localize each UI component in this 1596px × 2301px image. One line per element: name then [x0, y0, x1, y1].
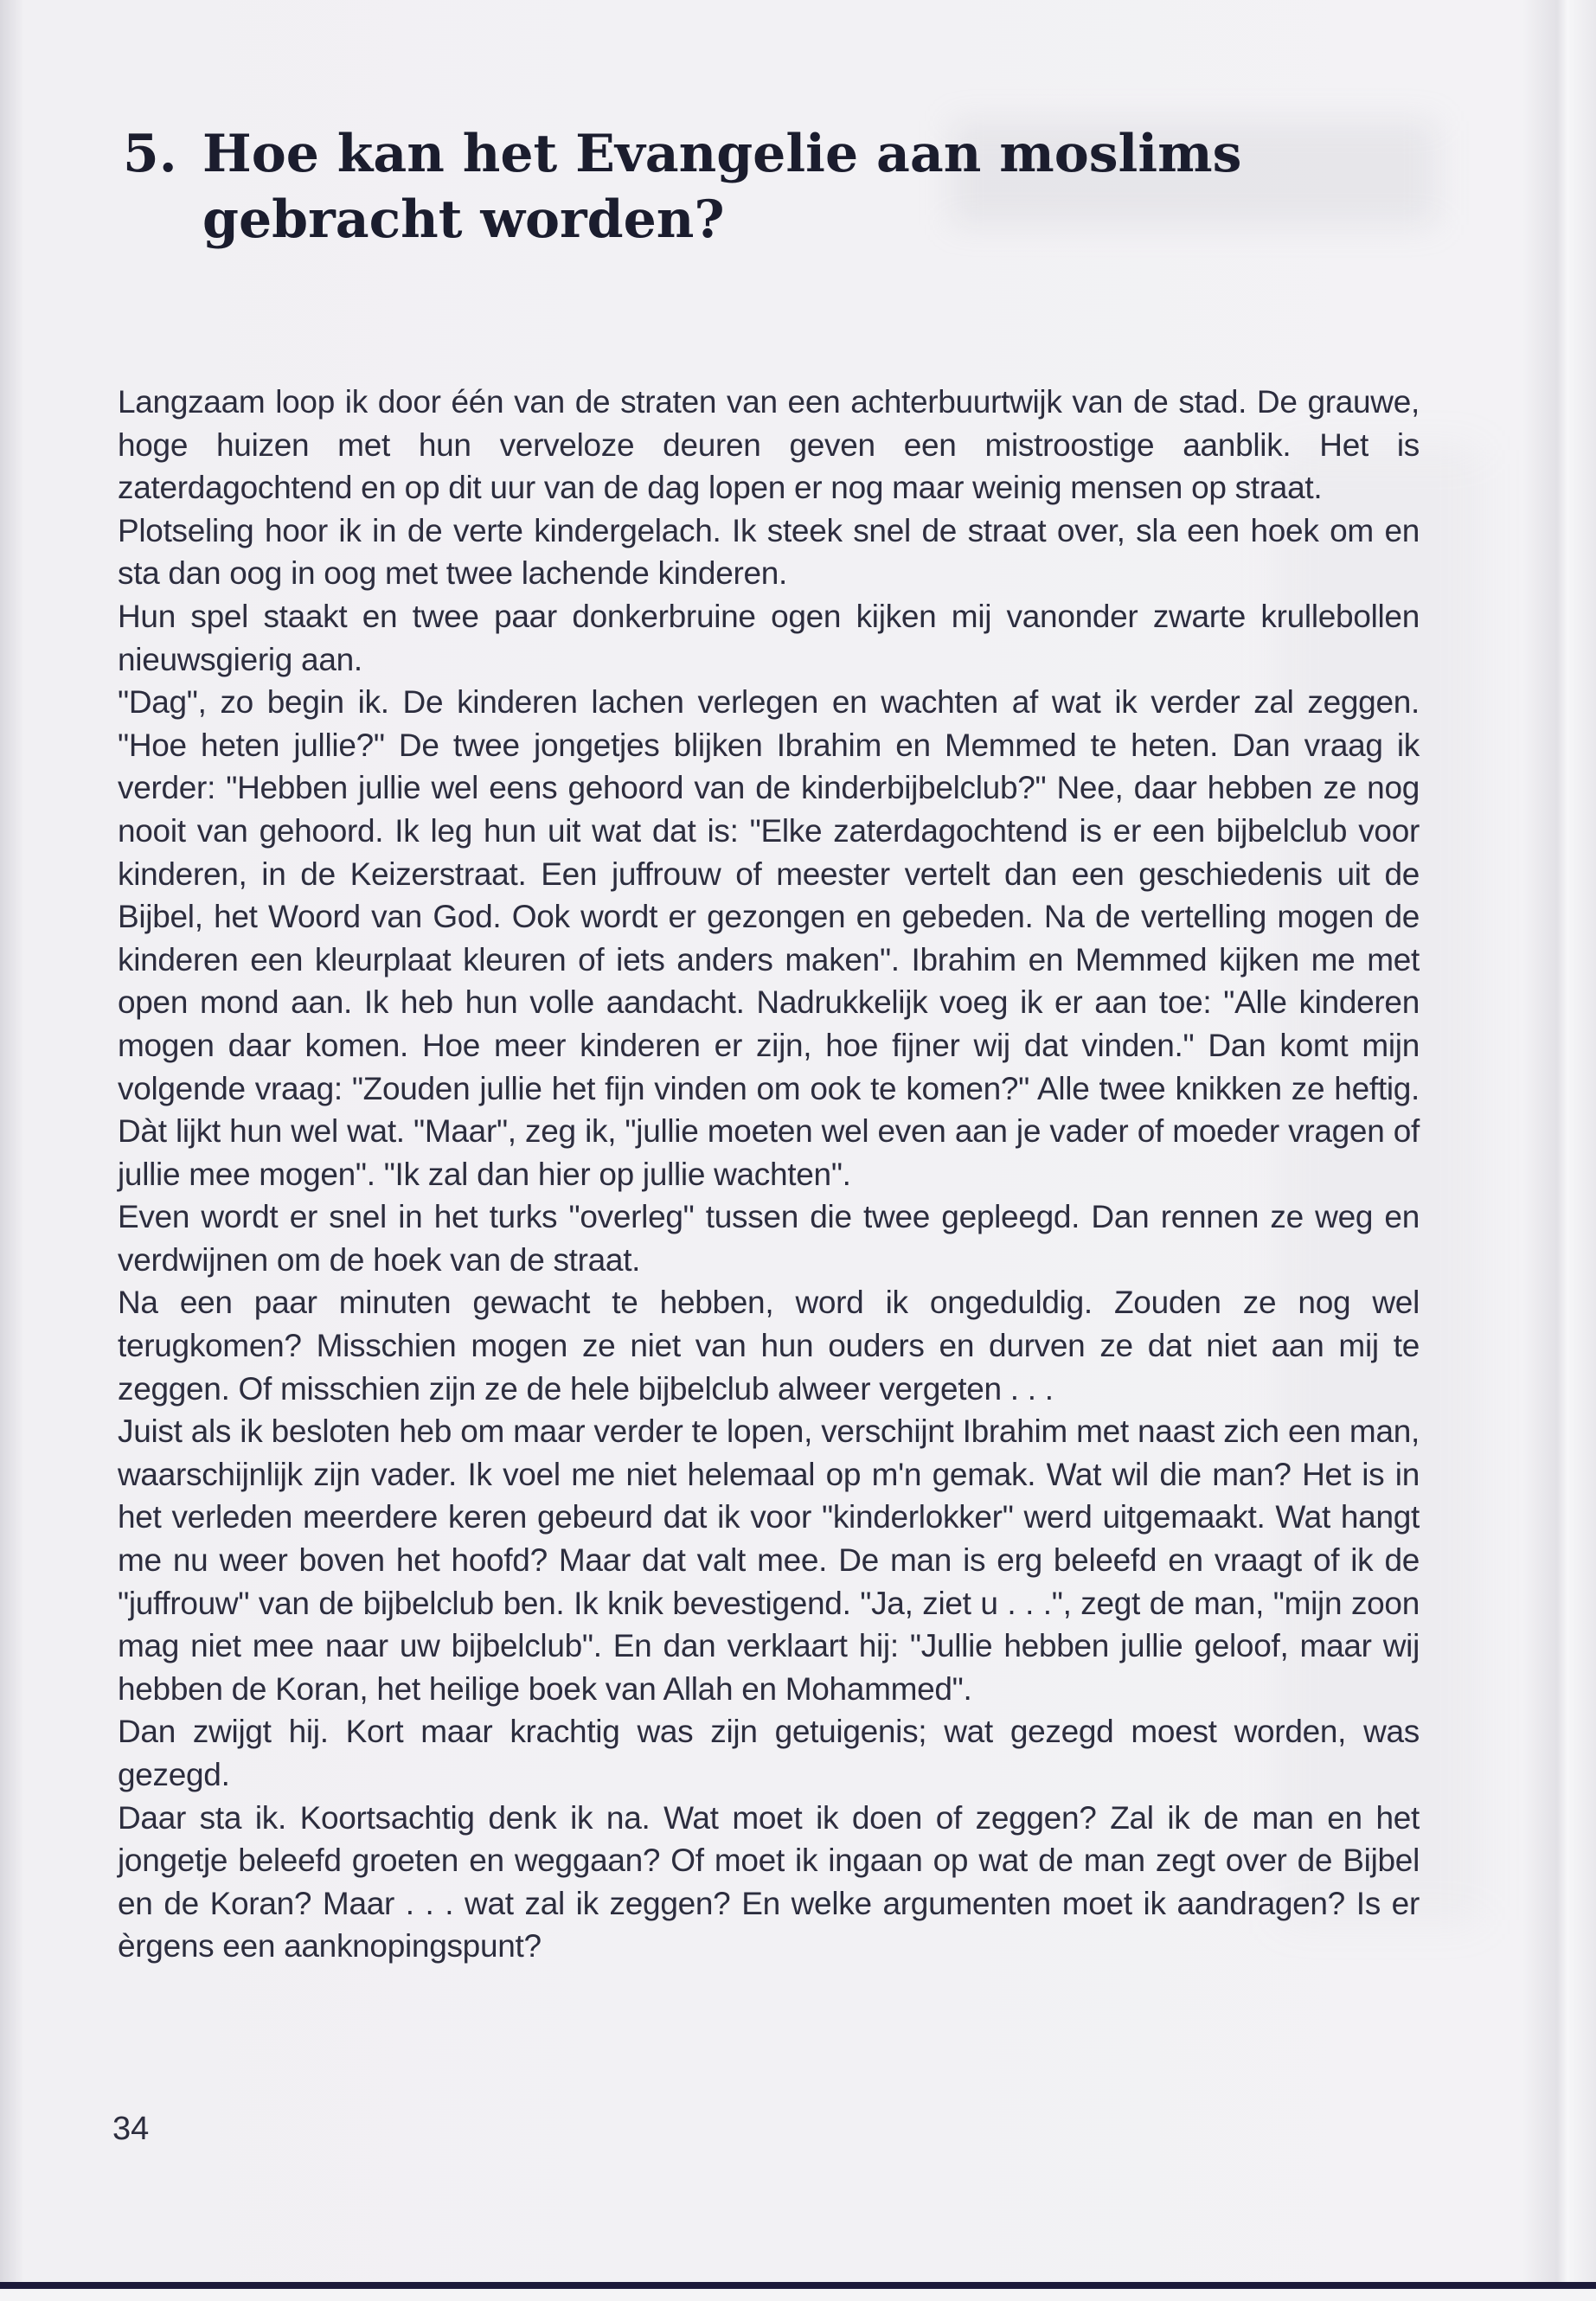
paragraph: "Dag", zo begin ik. De kinderen lachen verlegen en wachten af wat ik verder zal zeggen. "Hoe heten jullie?" De twee jongetjes blijken Ibrahim en Memmed te heten. Dan vraag ik verder: "Hebben jullie wel eens gehoord van de kinderbijbelclub?" Nee, daar hebben ze nog nooit van gehoord. Ik leg hun uit wat dat is: "Elke zaterdagochtend is er een bijbelclub voor kinderen, in de Keizerstraat. Een juffrouw of meester vertelt dan een geschiedenis uit de Bijbel, het Woord van God. Ook wordt er gezongen en gebeden. Na de vertelling mogen de kinderen een kleurplaat kleuren of iets anders maken". Ibrahim en Memmed kijken me met open mond aan. Ik heb hun volle aandacht. Nadrukkelijk voeg ik er aan toe: "Alle kinderen mogen daar komen. Hoe meer kinderen er zijn, hoe fijner wij dat vinden." Dan komt mijn volgende vraag: "Zouden jullie het fijn vinden om ook te komen?" Alle twee knikken ze heftig. Dàt lijkt hun wel wat. "Maar", zeg ik, "jullie moeten wel even aan je vader of moeder vragen of jullie mee mogen". "Ik zal dan hier op jullie wachten". [118, 684, 1420, 1192]
paragraph: Hun spel staakt en twee paar donkerbruine ogen kijken mij vanonder zwarte krullebollen nieuwsgierig aan. [118, 598, 1420, 677]
paragraph: Juist als ik besloten heb om maar verder te lopen, verschijnt Ibrahim met naast zich een man, waarschijnlijk zijn vader. Ik voel me niet helemaal op m'n gemak. Wat wil die man? Het is in het verleden meerdere keren gebeurd dat ik voor "kinderlokker" werd uitgemaakt. Wat hangt me nu weer boven het hoofd? Maar dat valt mee. De man is erg beleefd en vraagt of ik de "juffrouw" van de bijbelclub ben. Ik knik bevestigend. "Ja, ziet u . . .", zegt de man, "mijn zoon mag niet mee naar uw bijbelclub". En dan verklaart hij: "Jullie hebben jullie geloof, maar wij hebben de Koran, het heilige boek van Allah en Mohammed". [118, 1413, 1420, 1707]
page-number: 34 [112, 2111, 150, 2147]
paragraph: Even wordt er snel in het turks "overleg" tussen die twee gepleegd. Dan rennen ze weg en verdwijnen om de hoek van de straat. [118, 1199, 1420, 1278]
chapter-title: Hoe kan het Evangelie aan moslims gebracht worden? [202, 124, 1242, 250]
body-text [118, 381, 1420, 1968]
paragraph: Na een paar minuten gewacht te hebben, word ik ongeduldig. Zouden ze nog wel terugkomen? Misschien mogen ze niet van hun ouders en durven ze dat niet aan mij te zeggen. Of misschien zijn ze de hele bijbelclub alweer vergeten . . . [118, 1285, 1420, 1407]
paragraph: Langzaam loop ik door één van de straten van een achterbuurtwijk van de stad. De grauwe, hoge huizen met hun verveloze deuren geven een mistroostige aanblik. Het is zaterdagochtend en op dit uur van de dag lopen er nog maar weinig mensen op straat. [118, 384, 1420, 506]
paragraph: Plotseling hoor ik in de verte kindergelach. Ik steek snel de straat over, sla een hoek om en sta dan oog in oog met twee lachende kinderen. [118, 512, 1420, 592]
page-bottom-margin [0, 2289, 1596, 2301]
paragraph: Dan zwijgt hij. Kort maar krachtig was zijn getuigenis; wat gezegd moest worden, was gezegd. [118, 1714, 1420, 1792]
bottom-edge-rule [0, 2282, 1596, 2289]
chapter-number: 5. [123, 124, 177, 184]
paragraph: Daar sta ik. Koortsachtig denk ik na. Wat moet ik doen of zeggen? Zal ik de man en het jongetje beleefd groeten en weggaan? Of moet ik ingaan op wat de man zegt over de Bijbel en de Koran? Maar . . . wat zal ik zeggen? En welke argumenten moet ik aandragen? Is er èrgens een aanknopingspunt? [118, 1799, 1420, 1965]
